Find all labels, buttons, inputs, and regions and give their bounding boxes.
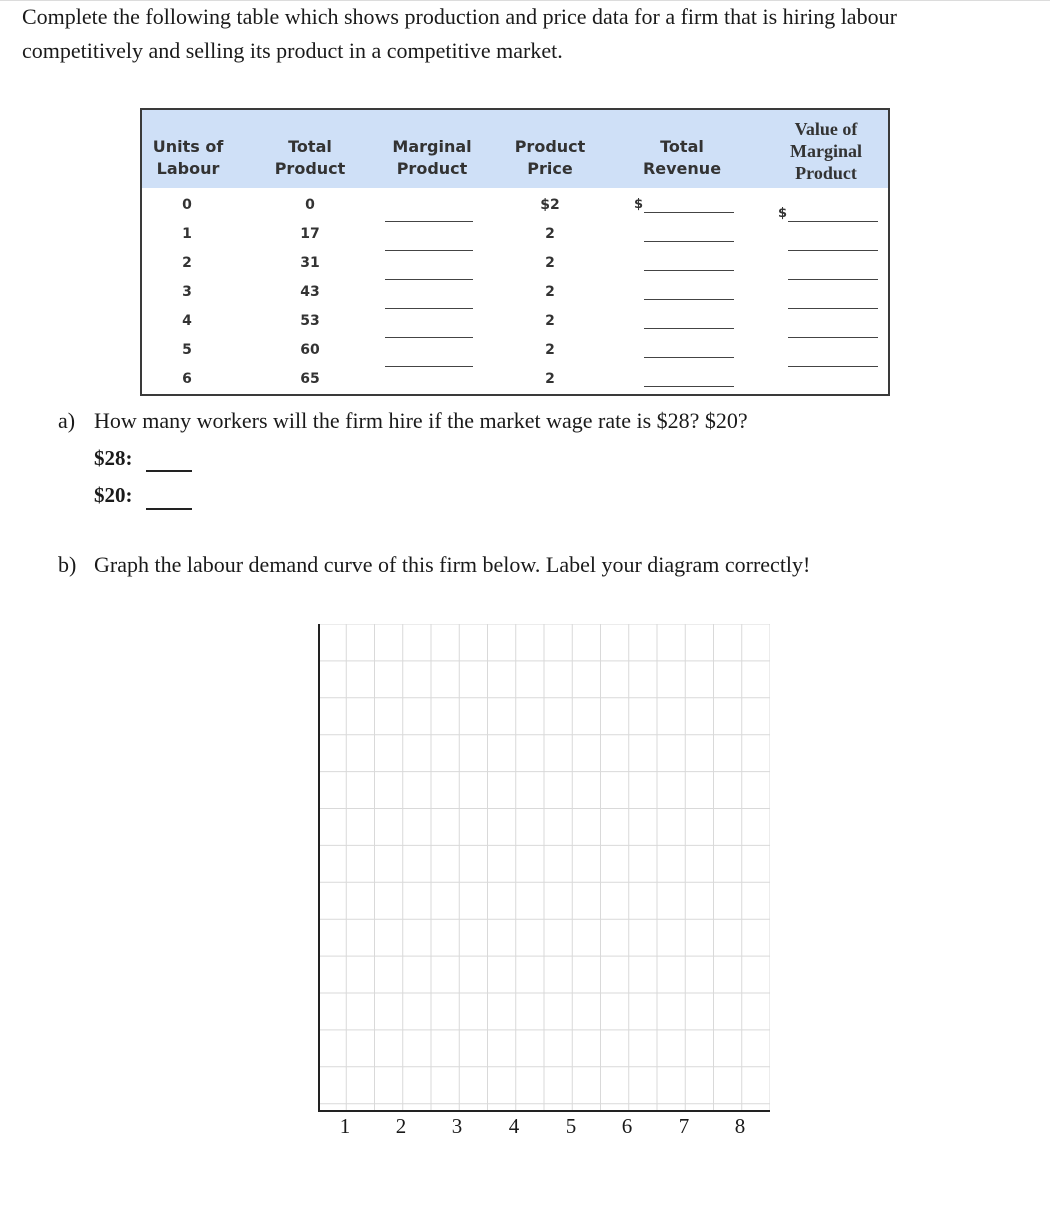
price-cell: 2 — [545, 226, 555, 242]
total-revenue-blank[interactable] — [644, 270, 734, 271]
total-product-cell: 31 — [300, 255, 320, 271]
x-tick-label: 2 — [395, 1114, 407, 1138]
header-tr-line2: Revenue — [642, 159, 722, 178]
vmp-blank[interactable] — [788, 337, 878, 338]
total-product-cell: 0 — [305, 197, 315, 213]
answer-20-label: $20: — [94, 483, 133, 507]
x-tick-label: 4 — [508, 1114, 520, 1138]
answer-28-blank[interactable] — [146, 470, 192, 472]
marginal-product-blank[interactable] — [385, 337, 473, 338]
question-b — [58, 552, 810, 578]
price-cell: $2 — [540, 197, 560, 213]
intro-text: Complete the following table which shows production and price data for a firm that is hiring labour competitively and selling its product in a competitive market. — [22, 4, 897, 63]
total-revenue-blank[interactable] — [644, 357, 734, 358]
header-units — [142, 136, 234, 180]
marginal-product-blank[interactable] — [385, 250, 473, 251]
total-product-cell: 17 — [300, 226, 320, 242]
header-mp-line1: Marginal — [392, 137, 472, 156]
vmp-blank[interactable] — [788, 308, 878, 309]
vmp-blank[interactable] — [788, 221, 878, 222]
x-tick-label: 5 — [565, 1114, 577, 1138]
units-cell: 4 — [182, 313, 192, 329]
total-revenue-blank[interactable] — [644, 328, 734, 329]
header-vmp-line2: Marginal — [790, 141, 862, 161]
total-revenue-blank[interactable] — [644, 386, 734, 387]
marginal-product-blank[interactable] — [385, 221, 473, 222]
header-tr-line1: Total — [660, 137, 704, 156]
header-vmp-line3: Product — [795, 163, 857, 183]
header-tp-line1: Total — [288, 137, 332, 156]
header-vmp-line1: Value of — [794, 119, 858, 139]
header-units-line1: Units of — [152, 137, 224, 156]
units-cell: 1 — [182, 226, 192, 242]
question-a-label: a) — [58, 408, 76, 433]
question-a — [58, 408, 748, 434]
price-cell: 2 — [545, 342, 555, 358]
question-b-label: b) — [58, 552, 77, 577]
total-revenue-blank[interactable] — [644, 241, 734, 242]
vmp-blank[interactable] — [788, 366, 878, 367]
units-cell: 3 — [182, 284, 192, 300]
header-marginal-product — [382, 136, 482, 180]
total-product-cell: 53 — [300, 313, 320, 329]
header-units-line2: Labour — [156, 159, 220, 178]
units-cell: 5 — [182, 342, 192, 358]
marginal-product-blank[interactable] — [385, 279, 473, 280]
units-cell: 6 — [182, 371, 192, 387]
price-cell: 2 — [545, 371, 555, 387]
price-cell: 2 — [545, 255, 555, 271]
vmp-blank[interactable] — [788, 250, 878, 251]
question-b-text: Graph the labour demand curve of this firm below. Label your diagram correctly! — [94, 552, 811, 577]
x-tick-label: 8 — [734, 1114, 746, 1138]
header-vmp — [774, 118, 878, 184]
total-product-cell: 65 — [300, 371, 320, 387]
vmp-dollar: $ — [778, 206, 788, 221]
total-product-cell: 60 — [300, 342, 320, 358]
x-tick-label: 7 — [678, 1114, 690, 1138]
units-cell: 0 — [182, 197, 192, 213]
x-tick-label: 3 — [451, 1114, 463, 1138]
total-revenue-blank[interactable] — [644, 299, 734, 300]
question-a-text: How many workers will the firm hire if the market wage rate is $28? $20? — [94, 408, 748, 433]
header-price-line2: Price — [527, 159, 573, 178]
vmp-blank[interactable] — [788, 279, 878, 280]
header-total-revenue — [634, 136, 730, 180]
header-tp-line2: Product — [274, 159, 346, 178]
total-revenue-dollar: $ — [634, 197, 644, 212]
marginal-product-blank[interactable] — [385, 366, 473, 367]
labour-demand-graph[interactable] — [318, 624, 770, 1112]
x-tick-label: 1 — [339, 1114, 351, 1138]
header-total-product — [264, 136, 356, 180]
header-price-line1: Product — [514, 137, 586, 156]
total-product-cell: 43 — [300, 284, 320, 300]
header-product-price — [502, 136, 598, 180]
answer-28-label: $28: — [94, 446, 133, 470]
units-cell: 2 — [182, 255, 192, 271]
marginal-product-blank[interactable] — [385, 308, 473, 309]
header-mp-line2: Product — [396, 159, 468, 178]
answer-20-blank[interactable] — [146, 508, 192, 510]
production-table — [140, 108, 890, 396]
total-revenue-blank[interactable] — [644, 212, 734, 213]
price-cell: 2 — [545, 284, 555, 300]
x-tick-label: 6 — [621, 1114, 633, 1138]
price-cell: 2 — [545, 313, 555, 329]
